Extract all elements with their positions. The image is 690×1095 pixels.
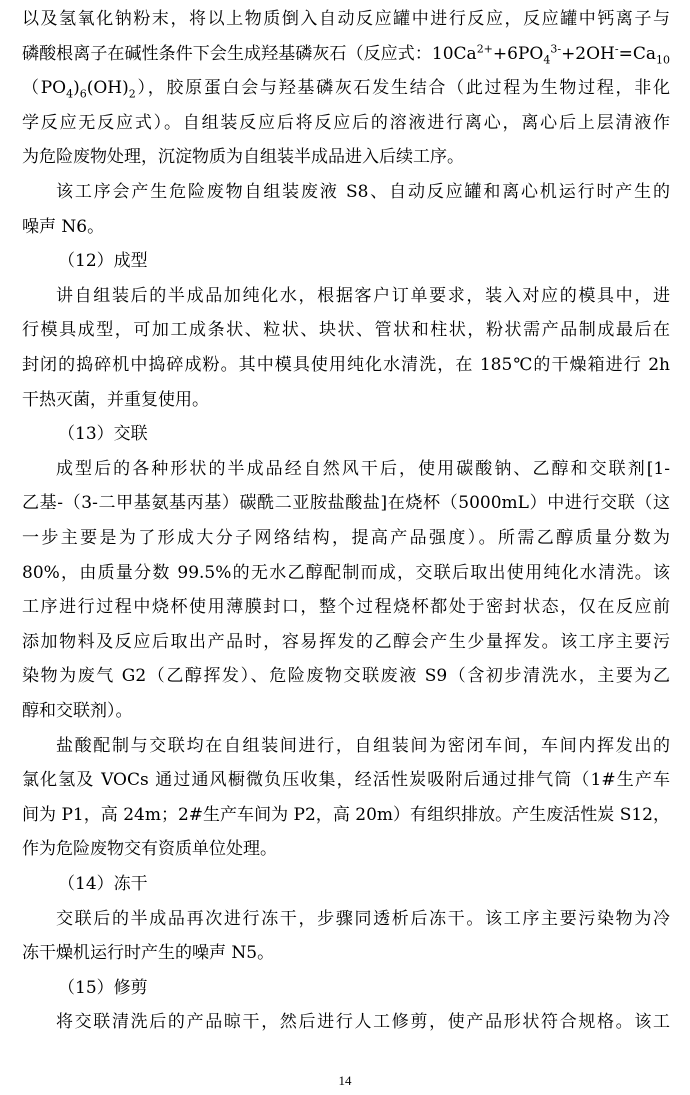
text-line: 行模具成型，可加工成条状、粒状、块状、管状和柱状，粉状需产品制成最后在	[22, 320, 670, 341]
text-line: 该工序会产生危险废物自组装废液 S8、自动反应罐和离心机运行时产生的	[56, 182, 670, 202]
page-number: 14	[338, 1073, 352, 1088]
text-line: 80%，由质量分数 99.5%的无水乙醇配制而成，交联后取出使用纯化水清洗。该	[22, 562, 670, 583]
formula-line	[22, 71, 670, 105]
text-line: 噪声 N6。	[22, 216, 105, 237]
text-line: 以及氢氧化钠粉末，将以上物质倒入自动反应罐中进行反应，反应罐中钙离子与	[22, 9, 670, 29]
text-line: 染物为废气 G2（乙醇挥发）、危险废物交联废液 S9（含初步清洗水，主要为乙	[22, 666, 670, 687]
text-line: 讲自组装后的半成品加纯化水，根据客户订单要求，装入对应的模具中，进	[56, 285, 670, 306]
text-line: 成型后的各种形状的半成品经自然风干后，使用碳酸钠、乙醇和交联剂[1-	[56, 458, 670, 479]
chemical-formula: $(PO_4)_6(OH)_2$），胶原蛋白会与羟基磷灰石发生结合（此过程为生物过程，非化	[22, 78, 670, 101]
text-line: 一步主要是为了形成大分子网络结构，提高产品强度）。所需乙醇质量分数为	[22, 528, 670, 548]
section-heading: （13）交联	[58, 424, 148, 445]
text-line: 将交联清洗后的产品晾干，然后进行人工修剪，使产品形状符合规格。该工	[56, 1012, 670, 1033]
formula-line	[22, 37, 670, 71]
text-line: 间为 P1，高 24m；2#生产车间为 P2，高 20m）有组织排放。产生废活性炭 S12，	[22, 804, 670, 825]
text-line: 作为危险废物交有资质单位处理。	[22, 839, 277, 860]
text-line: 添加物料及反应后取出产品时，容易挥发的乙醇会产生少量挥发。该工序主要污	[22, 631, 670, 652]
chemical-formula: 磷酸根离子在碱性条件下会生成羟基磷灰石（反应式：$10Ca^{2+}+6PO_4^{3-}+2OH^-=Ca_{10}$	[22, 41, 670, 66]
section-heading: （14）冻干	[58, 874, 148, 894]
section-heading: （15）修剪	[58, 977, 148, 998]
text-line: 氯化氢及 VOCs 通过通风橱微负压收集，经活性炭吸附后通过排气筒（1#生产车	[22, 770, 670, 791]
section-heading: （12）成型	[58, 251, 148, 272]
text-line: 工序进行过程中烧杯使用薄膜封口，整个过程烧杯都处于密封状态，仅在反应前	[22, 597, 670, 618]
text-line: 冻干燥机运行时产生的噪声 N5。	[22, 943, 275, 964]
text-line: 封闭的捣碎机中捣碎成粉。其中模具使用纯化水清洗，在 185℃的干燥箱进行 2h	[22, 355, 670, 375]
text-line: 交联后的半成品再次进行冻干，步骤同透析后冻干。该工序主要污染物为冷	[56, 908, 670, 929]
text-line: 醇和交联剂）。	[22, 701, 133, 721]
text-line: 为危险废物处理，沉淀物质为自组装半成品进入后续工序。	[22, 147, 464, 168]
text-line: 干热灭菌，并重复使用。	[22, 389, 209, 410]
text-line: 盐酸配制与交联均在自组装间进行，自组装间为密闭车间，车间内挥发出的	[56, 735, 670, 756]
text-line: 学反应无反应式）。自组装反应后将反应后的溶液进行离心，离心后上层清液作	[22, 112, 670, 133]
text-line: 乙基-（3-二甲基氨基丙基）碳酰二亚胺盐酸盐]在烧杯（5000mL）中进行交联（这	[22, 493, 670, 514]
